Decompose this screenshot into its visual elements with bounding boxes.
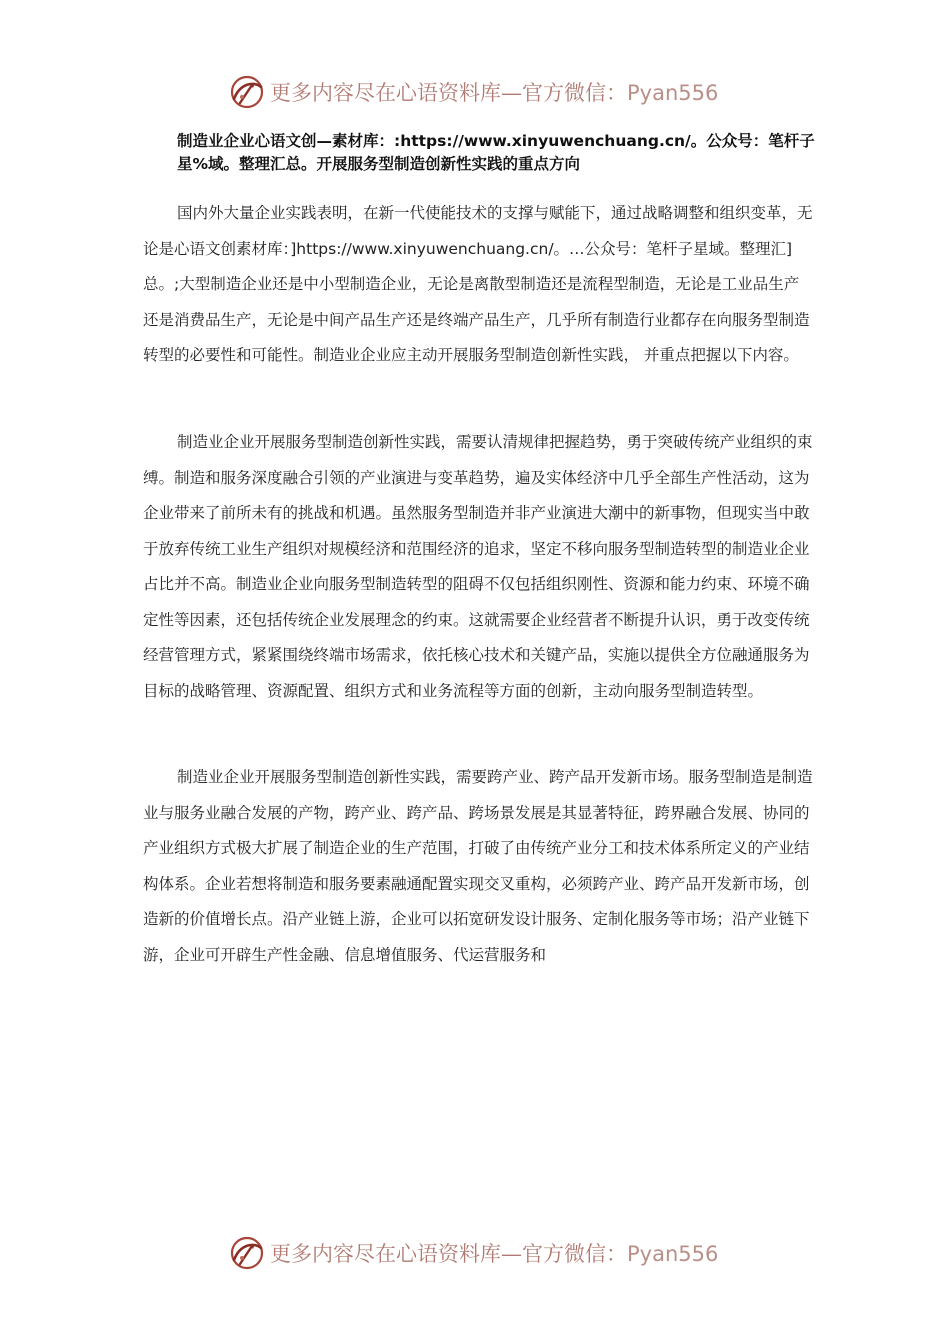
wechat-id: Pyan556 [627, 81, 719, 105]
paragraph-3: 制造业企业开展服务型制造创新性实践，需要跨产业、跨产品开发新市场。服务型制造是制造业与服务业融合发展的产物，跨产业、跨产品、跨场景发展是其显著特征，跨界融合发展、协同的产业组织方式极大扩展了制造企业的生产范围，打破了由传统产业分工和技术体系所定义的产业结构体系。企业若想将制造和服务要素融通配置实现交叉重构，必须跨产业、跨产品开发新市场，创造新的价值增长点。沿产业链上游，企业可以拓宽研发设计服务、定制化服务等市场；沿产业链下游，企业可开辟生产性金融、信息增值服务、代运营服务和 [143, 768, 813, 964]
banner-text [270, 77, 718, 107]
document-title: 制造业企业心语文创—素材库：:https://www.xinyuwenchuang.cn/。公众号：笔杆子星%域。整理汇总。开展服务型制造创新性实践的重点方向 [177, 132, 815, 173]
logo-icon [228, 73, 266, 111]
paragraph-2: 制造业企业开展服务型制造创新性实践，需要认清规律把握趋势，勇于突破传统产业组织的束缚。制造和服务深度融合引领的产业演进与变革趋势，遍及实体经济中几乎全部生产性活动，这为企业带来了前所未有的挑战和机遇。虽然服务型制造并非产业演进大潮中的新事物，但现实当中敢于放弃传统工业生产组织对规模经济和范围经济的追求，坚定不移向服务型制造转型的制造业企业占比并不高。制造业企业向服务型制造转型的阻碍不仅包括组织刚性、资源和能力约束、环境不确定性等因素，还包括传统企业发展理念的约束。这就需要企业经营者不断提升认识，勇于改变传统经营管理方式，紧紧围绕终端市场需求，依托核心技术和关键产品，实施以提供全方位融通服务为目标的战略管理、资源配置、组织方式和业务流程等方面的创新，主动向服务型制造转型。 [143, 433, 813, 700]
wechat-id: Pyan556 [627, 1242, 719, 1266]
banner-text [270, 1238, 718, 1268]
logo-icon [228, 1234, 266, 1272]
paragraph-1: 国内外大量企业实践表明，在新一代使能技术的支撑与赋能下，通过战略调整和组织变革，无论是心语文创素材库：]https://www.xinyuwenchuang.cn/。…公众号：笔杆子星域。整理汇]总。;大型制造企业还是中小型制造企业，无论是离散型制造还是流程型制造，无论是工业品生产还是消费品生产，无论是中间产品生产还是终端产品生产，几乎所有制造行业都存在向服务型制造转型的必要性和可能性。制造业企业应主动开展服务型制造创新性实践， 并重点把握以下内容。 [143, 204, 813, 364]
banner-slogan: 更多内容尽在心语资料库—官方微信： [270, 1242, 627, 1266]
banner-slogan: 更多内容尽在心语资料库—官方微信： [270, 81, 627, 105]
header-banner [228, 72, 728, 112]
footer-banner [228, 1233, 728, 1273]
